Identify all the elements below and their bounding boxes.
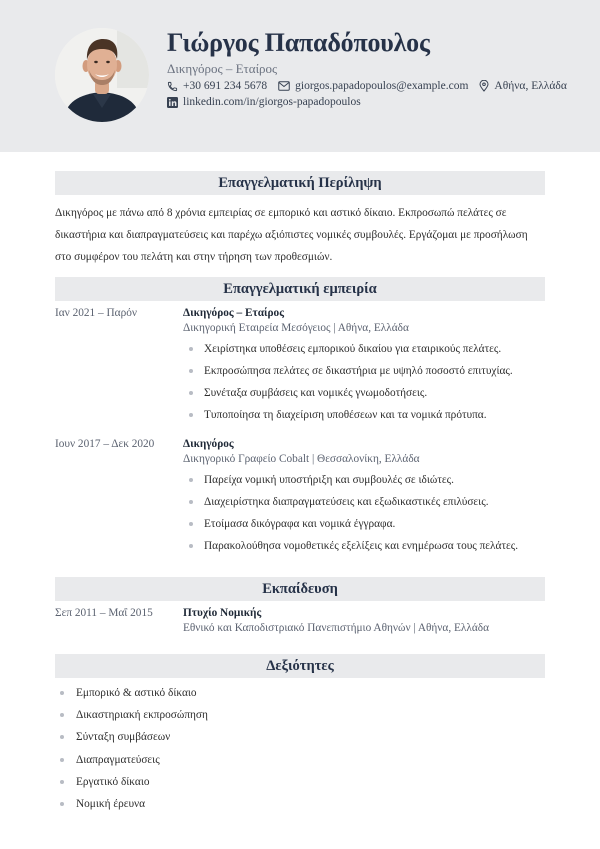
header-band <box>0 0 600 152</box>
list-item: Παρείχα νομική υποστήριξη και συμβουλές σε ιδιώτες. <box>183 473 518 495</box>
linkedin-text: linkedin.com/in/giorgos-papadopoulos <box>183 96 361 108</box>
candidate-name: Γιώργος Παπαδόπουλος <box>167 28 430 57</box>
phone-icon <box>167 81 178 92</box>
list-item: Τυποποίησα τη διαχείριση υποθέσεων και τα νομικά πρότυπα. <box>183 408 513 430</box>
list-item: Συνέταξα συμβάσεις και νομικές γνωμοδοτήσεις. <box>183 386 513 408</box>
job-1-bullets <box>183 342 513 430</box>
summary-section-title: Επαγγελματική Περίληψη <box>55 171 545 195</box>
education-degree: Πτυχίο Νομικής <box>183 607 262 619</box>
job-1-company: Δικηγορική Εταιρεία Μεσόγειος | Αθήνα, Ελλάδα <box>183 322 409 334</box>
experience-section-title: Επαγγελματική εμπειρία <box>55 277 545 301</box>
job-2-bullets <box>183 473 518 561</box>
candidate-role: Δικηγόρος – Εταίρος <box>167 61 278 76</box>
education-dates: Σεπ 2011 – Μαΐ 2015 <box>55 607 153 619</box>
list-item: Εργατικό δίκαιο <box>55 775 208 797</box>
contact-linkedin[interactable] <box>167 96 361 108</box>
education-institution: Εθνικό και Καποδιστριακό Πανεπιστήμιο Αθηνών | Αθήνα, Ελλάδα <box>183 622 490 634</box>
portrait-photo <box>55 28 149 122</box>
list-item: Σύνταξη συμβάσεων <box>55 730 208 752</box>
job-2-company: Δικηγορικό Γραφείο Cobalt | Θεσσαλονίκη, Ελλάδα <box>183 453 420 465</box>
education-section-title: Εκπαίδευση <box>55 577 545 601</box>
list-item: Ετοίμασα δικόγραφα και νομικά έγγραφα. <box>183 517 518 539</box>
list-item: Δικαστηριακή εκπροσώπηση <box>55 708 208 730</box>
avatar <box>55 28 149 122</box>
job-2-title: Δικηγόρος <box>183 438 234 450</box>
contact-location <box>479 80 566 92</box>
email-text: giorgos.papadopoulos@example.com <box>295 80 469 92</box>
job-2-dates: Ιουν 2017 – Δεκ 2020 <box>55 438 155 450</box>
job-1-title: Δικηγόρος – Εταίρος <box>183 307 284 319</box>
map-pin-icon <box>479 80 489 92</box>
list-item: Χειρίστηκα υποθέσεις εμπορικού δικαίου για εταιρικούς πελάτες. <box>183 342 513 364</box>
linkedin-icon <box>167 97 178 108</box>
phone-text: +30 691 234 5678 <box>183 80 268 92</box>
contact-row-secondary <box>167 96 372 108</box>
location-text: Αθήνα, Ελλάδα <box>494 80 567 92</box>
contact-email[interactable] <box>278 80 468 92</box>
list-item: Νομική έρευνα <box>55 797 208 819</box>
skills-list <box>55 686 208 819</box>
summary-text: Δικηγόρος με πάνω από 8 χρόνια εμπειρίας σε εμπορικό και αστικό δίκαιο. Εκπροσωπώ πελάτες σε δικαστήρια και διαπραγματεύσεις και παρέχω αξιόπιστες νομικές συμβουλές. Εργάζομαι με προσήλωση στο συμφέρον του πελάτη και στην τήρηση των προθεσμιών. <box>55 207 528 263</box>
skills-section-title: Δεξιότητες <box>55 654 545 678</box>
envelope-icon <box>278 81 290 91</box>
job-1-dates: Ιαν 2021 – Παρόν <box>55 307 137 319</box>
list-item: Εμπορικό & αστικό δίκαιο <box>55 686 208 708</box>
list-item: Εκπροσώπησα πελάτες σε δικαστήρια με υψηλό ποσοστό επιτυχίας. <box>183 364 513 386</box>
list-item: Παρακολούθησα νομοθετικές εξελίξεις και ενημέρωσα τους πελάτες. <box>183 539 518 561</box>
contact-row-primary <box>167 80 578 92</box>
list-item: Διαχειρίστηκα διαπραγματεύσεις και εξωδικαστικές επιλύσεις. <box>183 495 518 517</box>
contact-phone[interactable] <box>167 80 267 92</box>
list-item: Διαπραγματεύσεις <box>55 753 208 775</box>
